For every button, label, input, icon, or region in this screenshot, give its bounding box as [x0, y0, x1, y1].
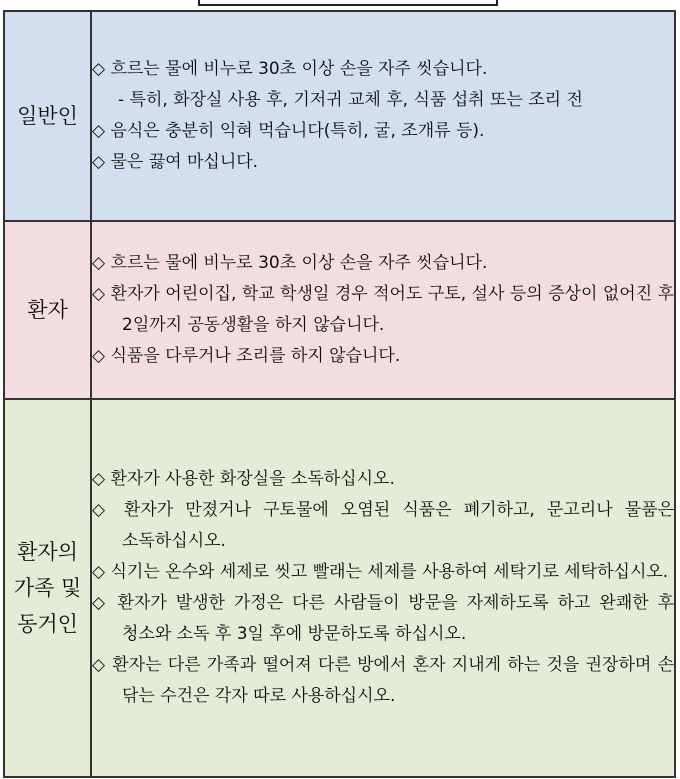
table-row-general-public — [4, 11, 675, 221]
table-row-family-cohabitants — [4, 399, 675, 777]
row-content-family-cohabitants — [91, 399, 675, 777]
list-item: ◇ 환자가 만졌거나 구토물에 오염된 식품은 폐기하고, 문고리나 물품은 소독하십시오. — [92, 495, 674, 557]
list-item: ◇ 환자가 발생한 가정은 다른 사람들이 방문을 자제하도록 하고 완쾌한 후 청소와 소독 후 3일 후에 방문하도록 하십시오. — [92, 588, 674, 650]
row-label-family-cohabitants: 환자의 가족 및 동거인 — [4, 399, 91, 777]
list-item: ◇ 환자가 어린이집, 학교 학생일 경우 적어도 구토, 설사 등의 증상이 없어진 후 2일까지 공동생활을 하지 않습니다. — [92, 279, 674, 341]
row-label-general-public: 일반인 — [4, 11, 91, 221]
list-item: ◇ 흐르는 물에 비누로 30초 이상 손을 자주 씻습니다. — [92, 54, 674, 85]
row-content-general-public — [91, 11, 675, 221]
row-label-patient: 환자 — [4, 221, 91, 399]
list-item: ◇ 물은 끓여 마십니다. — [92, 147, 674, 178]
list-item: ◇ 환자는 다른 가족과 떨어져 다른 방에서 혼자 지내게 하는 것을 권장하며 손 닦는 수건은 각자 따로 사용하십시오. — [92, 650, 674, 712]
list-item: ◇ 음식은 충분히 익혀 먹습니다(특히, 굴, 조개류 등). — [92, 116, 674, 147]
table-row-patient — [4, 221, 675, 399]
list-item: ◇ 환자가 사용한 화장실을 소독하십시오. — [92, 464, 674, 495]
list-sub-item: - 특히, 화장실 사용 후, 기저귀 교체 후, 식품 섭취 또는 조리 전 — [118, 90, 583, 110]
row-content-patient — [91, 221, 675, 399]
prevention-guide-table — [3, 10, 676, 778]
list-item: ◇ 흐르는 물에 비누로 30초 이상 손을 자주 씻습니다. — [92, 248, 674, 279]
list-item: ◇ 식기는 온수와 세제로 씻고 빨래는 세제를 사용하여 세탁기로 세탁하십시오. — [92, 557, 674, 588]
list-item: ◇ 식품을 다루거나 조리를 하지 않습니다. — [92, 341, 674, 372]
title-box-bottom — [198, 0, 498, 6]
